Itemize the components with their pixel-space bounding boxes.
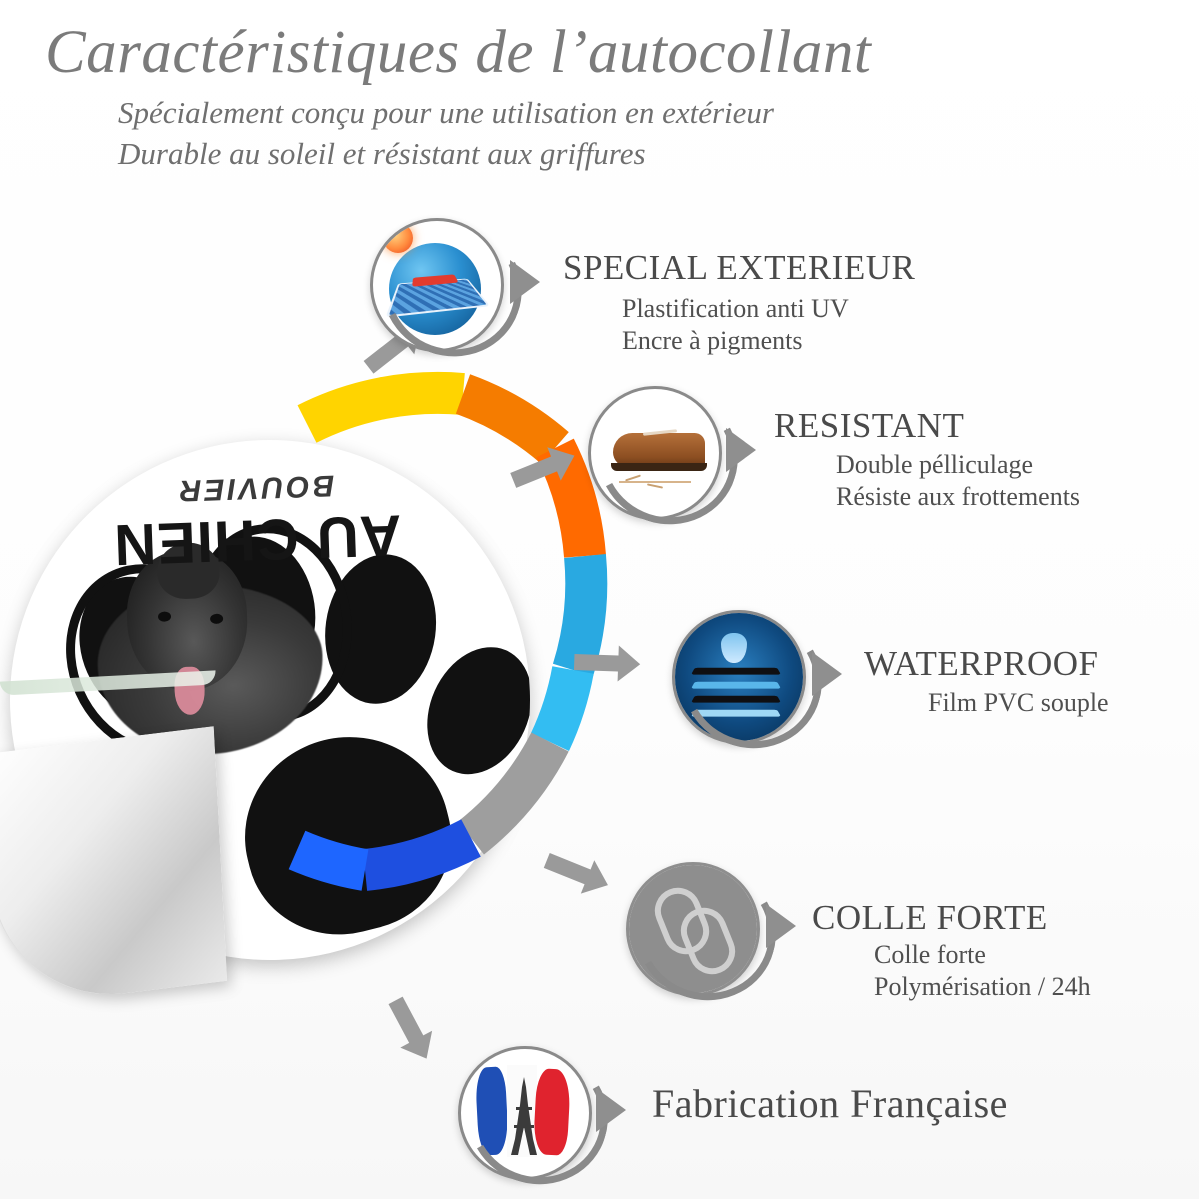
arrow-marker-resistant (726, 428, 756, 472)
feature-line-colle-2: Polymérisation / 24h (874, 972, 1091, 1001)
arrow-to-colle (540, 844, 615, 902)
page-title: Caractéristiques de l’autocollant (45, 19, 872, 86)
arc-segment-light-blue (550, 670, 573, 742)
page-subtitle-2: Durable au soleil et résistant aux griffures (118, 136, 646, 171)
arc-segment-gray (471, 742, 550, 838)
sticker-text-line-1: AU CHIEN (112, 502, 403, 578)
color-arc-diagram (255, 370, 615, 1050)
feature-line-resistant-2: Résiste aux frottements (836, 482, 1081, 511)
feature-line-exterieur-2: Encre à pigments (622, 326, 803, 355)
sticker-text-line-2: BOUVIER (176, 468, 335, 508)
arrow-marker-exterieur (510, 260, 540, 304)
feature-line-resistant-1: Double pélliculage (836, 450, 1034, 479)
feature-line-colle-1: Colle forte (874, 940, 986, 969)
feature-title-resistant: RESISTANT (774, 406, 965, 445)
arrow-marker-colle (766, 904, 796, 948)
page-subtitle-1: Spécialement conçu pour une utilisation en extérieur (118, 95, 774, 130)
arrow-to-fabrication (380, 992, 443, 1067)
arrow-marker-waterproof (812, 652, 842, 696)
sticker-peel-corner (0, 726, 227, 1009)
arc-segment-orange (463, 394, 555, 448)
feature-line-exterieur-1: Plastification anti UV (622, 294, 849, 323)
arc-segment-cyan (573, 556, 586, 670)
arrow-marker-fabrication (596, 1088, 626, 1132)
feature-line-waterproof-1: Film PVC souple (928, 688, 1109, 717)
arc-segment-yellow (307, 393, 463, 424)
arc-segment-blue (365, 838, 471, 870)
feature-title-exterieur: SPECIAL EXTERIEUR (563, 248, 916, 287)
feature-title-colle: COLLE FORTE (812, 898, 1048, 937)
feature-title-waterproof: WATERPROOF (864, 644, 1099, 683)
arc-segment-bright-blue (297, 850, 365, 870)
feature-title-fabrication: Fabrication Française (652, 1081, 1008, 1126)
